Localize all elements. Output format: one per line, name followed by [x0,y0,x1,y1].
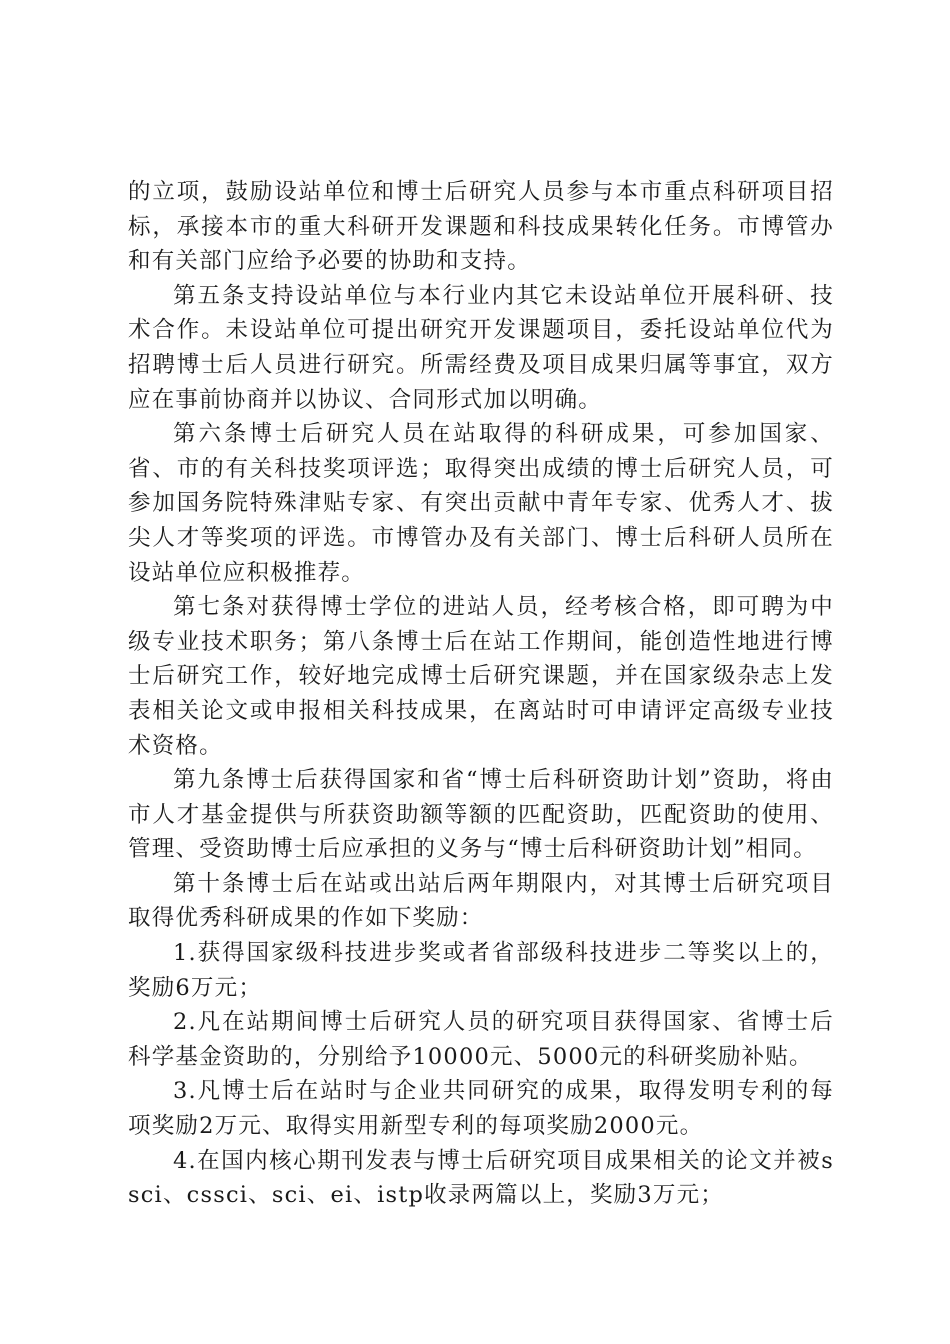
paragraph-article-9: 第九条博士后获得国家和省“博士后科研资助计划”资助，将由市人才基金提供与所获资助额等额的匹配资助，匹配资助的使用、管理、受资助博士后应承担的义务与“博士后科研资助计划”相同。 [128,767,834,863]
list-item-4: 4.在国内核心期刊发表与博士后研究项目成果相关的论文并被ssci、cssci、sci、ei、istp收录两篇以上，奖励3万元； [128,1147,834,1209]
list-item-3: 3.凡博士后在站时与企业共同研究的成果，取得发明专利的每项奖励2万元、取得实用新型专利的每项奖励2000元。 [128,1078,834,1140]
list-item-2: 2.凡在站期间博士后研究人员的研究项目获得国家、省博士后科学基金资助的，分别给予10000元、5000元的科研奖励补贴。 [128,1009,834,1070]
paragraph-article-10: 第十条博士后在站或出站后两年期限内，对其博士后研究项目取得优秀科研成果的作如下奖励： [128,870,834,932]
paragraph-article-5: 第五条支持设站单位与本行业内其它未设站单位开展科研、技术合作。未设站单位可提出研究开发课题项目，委托设站单位代为招聘博士后人员进行研究。所需经费及项目成果归属等事宜，双方应在事前协商并以协议、合同形式加以明确。 [128,282,834,413]
document-body [128,175,834,1213]
list-item-1: 1.获得国家级科技进步奖或者省部级科技进步二等奖以上的，奖励6万元； [128,940,834,1001]
paragraph: 的立项，鼓励设站单位和博士后研究人员参与本市重点科研项目招标，承接本市的重大科研开发课题和科技成果转化任务。市博管办和有关部门应给予必要的协助和支持。 [128,179,834,275]
paragraph-article-7-8: 第七条对获得博士学位的进站人员，经考核合格，即可聘为中级专业技术职务；第八条博士后在站工作期间，能创造性地进行博士后研究工作，较好地完成博士后研究课题，并在国家级杂志上发表相关论文或申报相关科技成果，在离站时可申请评定高级专业技术资格。 [128,594,834,759]
paragraph-article-6: 第六条博士后研究人员在站取得的科研成果，可参加国家、省、市的有关科技奖项评选；取得突出成绩的博士后研究人员，可参加国务院特殊津贴专家、有突出贡献中青年专家、优秀人才、拔尖人才等奖项的评选。市博管办及有关部门、博士后科研人员所在设站单位应积极推荐。 [128,421,834,586]
